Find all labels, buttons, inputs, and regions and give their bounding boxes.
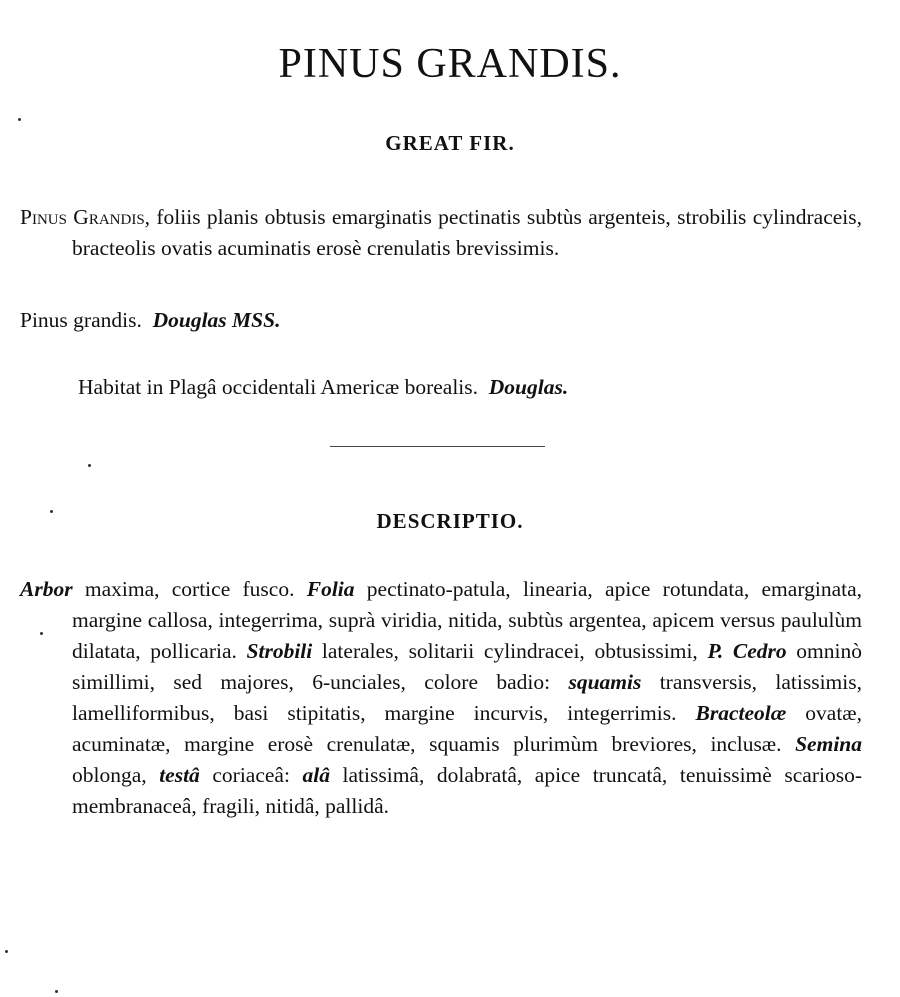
description-paragraph xyxy=(20,574,862,822)
description-text: pectinato-patula, linearia, apice rotundata, emarginata, margine callosa, integerrima, suprà viridia, nitida, subtùs argentea, apicem versus paululùm dilatata, pollicaria. xyxy=(72,577,862,663)
page-title: PINUS GRANDIS. xyxy=(278,41,622,87)
description-heading: DESCRIPTIO. xyxy=(376,509,524,533)
description-text: laterales, solitarii cylindracei, obtusissimi, xyxy=(312,639,708,663)
description-text: transversis, latissimis, lamelliformibus, basi stipitatis, margine incurvis, integerrimis. xyxy=(72,670,862,725)
description-term: Arbor xyxy=(20,577,73,601)
habitat-text: Habitat in Plagâ occidentali Americæ borealis. xyxy=(78,375,479,399)
description-text: latissimâ, dolabratâ, apice truncatâ, tenuissimè scarioso-membranaceâ, fragili, nitidâ, pallidâ. xyxy=(72,763,862,818)
description-term: testâ xyxy=(159,763,200,787)
description-term: alâ xyxy=(302,763,330,787)
description-term: P. Cedro xyxy=(707,639,787,663)
description-text: maxima, cortice fusco. xyxy=(72,577,307,601)
synonym-authority: Douglas MSS. xyxy=(152,308,281,332)
description-term: squamis xyxy=(568,670,642,694)
scan-speck xyxy=(88,464,91,467)
scan-speck xyxy=(40,632,43,635)
diagnosis-text xyxy=(20,202,862,264)
description-text: coriaceâ: xyxy=(199,763,303,787)
scan-speck xyxy=(50,510,53,513)
description-term: Semina xyxy=(795,732,862,756)
synonym-line xyxy=(20,305,862,336)
habitat-line xyxy=(78,372,878,403)
synonym-name: Pinus grandis. xyxy=(20,308,142,332)
scan-speck xyxy=(18,118,21,121)
common-name: GREAT FIR. xyxy=(385,131,515,155)
diagnosis-species: Pinus Grandis, xyxy=(20,205,151,229)
description-term: Strobili xyxy=(246,639,313,663)
scan-speck xyxy=(55,990,58,993)
description-text: ovatæ, acuminatæ, margine erosè crenulatæ, squamis plurimùm breviores, inclusæ. xyxy=(72,701,863,756)
section-divider xyxy=(330,446,545,447)
description-term: Folia xyxy=(306,577,355,601)
diagnosis-body: foliis planis obtusis emarginatis pectinatis subtùs argenteis, strobilis cylindraceis, bracteolis ovatis acuminatis erosè crenulatis brevissimis. xyxy=(72,205,862,260)
scan-speck xyxy=(5,950,8,953)
description-term: Bracteolæ xyxy=(695,701,787,725)
description-text: oblonga, xyxy=(72,763,160,787)
diagnosis-paragraph xyxy=(20,202,862,264)
habitat-authority: Douglas. xyxy=(488,375,569,399)
description-text: omninò simillimi, sed majores, 6-unciales, colore badio: xyxy=(72,639,862,694)
